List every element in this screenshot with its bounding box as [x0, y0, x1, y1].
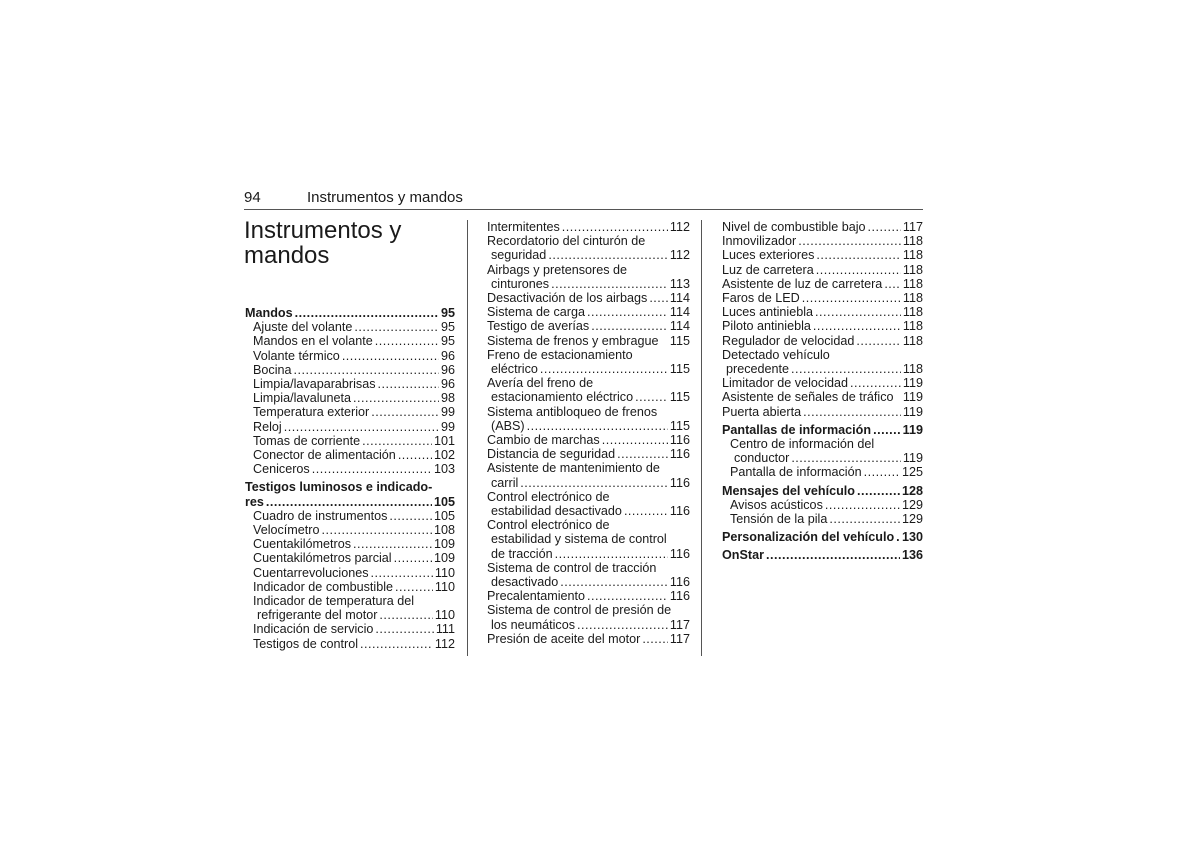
toc-entry[interactable]	[487, 348, 690, 376]
section-title-line: mandos	[244, 242, 330, 269]
toc-label: eléctrico	[491, 362, 538, 377]
toc-entry[interactable]	[722, 390, 923, 404]
toc-entry[interactable]	[253, 420, 455, 434]
toc-entry[interactable]	[487, 291, 690, 305]
toc-page: 119	[902, 451, 923, 466]
toc-page: 116	[669, 546, 690, 561]
toc-label: Reloj	[253, 419, 282, 434]
leader-dots	[798, 234, 901, 248]
toc-entry[interactable]	[487, 263, 690, 291]
toc-entry[interactable]	[487, 589, 690, 603]
toc-label: Piloto antiniebla	[722, 319, 811, 334]
toc-heading-mandos[interactable]	[245, 306, 455, 320]
leader-dots	[635, 390, 668, 404]
toc-label: Control electrónico de	[487, 518, 610, 533]
toc-label: Regulador de velocidad	[722, 333, 855, 348]
toc-page: 119	[902, 404, 923, 419]
leader-dots	[378, 377, 439, 391]
toc-page: 96	[440, 362, 455, 377]
toc-label: Volante térmico	[253, 348, 340, 363]
toc-label: OnStar	[722, 548, 764, 563]
toc-entry[interactable]	[487, 220, 690, 234]
leader-dots	[816, 263, 901, 277]
toc-entry[interactable]	[487, 447, 690, 461]
leader-dots	[312, 462, 432, 476]
toc-entry[interactable]	[253, 405, 455, 419]
column-divider-1	[467, 220, 468, 656]
page-number: 94	[244, 189, 261, 206]
toc-entry[interactable]	[253, 566, 455, 580]
toc-label: carril	[491, 475, 519, 490]
leader-dots	[389, 509, 432, 523]
toc-entry[interactable]	[722, 291, 923, 305]
toc-label: Precalentamiento	[487, 589, 586, 604]
leader-dots	[642, 632, 668, 646]
toc-page: 118	[902, 362, 923, 377]
toc-label: Testigos de control	[253, 636, 359, 651]
toc-label: Sistema de carga	[487, 305, 586, 320]
toc-page: 115	[669, 333, 690, 348]
toc-label: Testigos luminosos e indicado-	[245, 480, 433, 495]
leader-dots	[379, 608, 433, 622]
leader-dots	[791, 451, 901, 465]
toc-entry[interactable]	[253, 637, 455, 651]
toc-label: Sistema de control de tracción	[487, 560, 657, 575]
toc-page: 116	[669, 475, 690, 490]
toc-page: 125	[901, 465, 923, 480]
toc-label: Faros de LED	[722, 291, 800, 306]
toc-entry[interactable]	[722, 305, 923, 319]
leader-dots	[353, 391, 439, 405]
toc-page: 129	[901, 512, 923, 527]
toc-entry[interactable]	[722, 234, 923, 248]
toc-label: Indicación de servicio	[253, 622, 374, 637]
leader-dots	[284, 420, 439, 434]
toc-entry[interactable]	[487, 461, 690, 489]
leader-dots	[815, 305, 901, 319]
toc-label: Pantalla de información	[730, 465, 862, 480]
leader-dots	[649, 291, 668, 305]
leader-dots	[353, 537, 432, 551]
toc-entry[interactable]	[253, 320, 455, 334]
leader-dots	[816, 248, 901, 262]
toc-label: Cuadro de instrumentos	[253, 508, 388, 523]
toc-label: desactivado	[491, 575, 559, 590]
toc-label: Tensión de la pila	[730, 512, 828, 527]
toc-label: refrigerante del motor	[257, 608, 378, 623]
leader-dots	[360, 637, 433, 651]
toc-page: 114	[669, 319, 690, 334]
toc-page: 116	[669, 504, 690, 519]
toc-page: 112	[669, 220, 690, 234]
toc-entry[interactable]	[253, 391, 455, 405]
leader-dots	[884, 277, 901, 291]
toc-label: Puerta abierta	[722, 404, 802, 419]
toc-page: 101	[433, 433, 455, 448]
toc-label: conductor	[734, 451, 790, 466]
toc-label: Tomas de corriente	[253, 433, 361, 448]
column-divider-2	[701, 220, 702, 656]
toc-label: Testigo de averías	[487, 319, 590, 334]
leader-dots	[375, 622, 433, 636]
leader-dots	[766, 548, 900, 562]
toc-heading-testigos[interactable]	[245, 480, 455, 508]
leader-dots	[825, 498, 900, 512]
toc-label: Asistente de señales de tráfico	[722, 390, 894, 405]
leader-dots	[322, 523, 432, 537]
leader-dots	[873, 423, 901, 437]
leader-dots	[371, 566, 433, 580]
section-title-line: Instrumentos y	[244, 217, 402, 244]
toc-label: Mensajes del vehículo	[722, 483, 855, 498]
toc-label: Cuentakilómetros	[253, 537, 351, 552]
toc-label: Inmovilizador	[722, 234, 797, 249]
toc-label: Velocímetro	[253, 523, 320, 538]
leader-dots	[548, 248, 668, 262]
toc-label: estabilidad desactivado	[491, 504, 622, 519]
toc-label: Personalización del vehículo	[722, 530, 895, 545]
toc-entry[interactable]	[487, 234, 690, 262]
leader-dots	[813, 319, 901, 333]
toc-entry[interactable]	[253, 594, 455, 622]
toc-page: 102	[433, 448, 455, 463]
toc-heading-personalizacion[interactable]	[722, 530, 923, 544]
toc-label: Avería del freno de	[487, 376, 594, 391]
toc-page: 117	[669, 617, 690, 632]
leader-dots	[354, 320, 439, 334]
toc-entry[interactable]	[722, 405, 923, 419]
toc-page: 118	[902, 276, 923, 291]
toc-label: Detectado vehículo	[722, 347, 830, 362]
leader-dots	[791, 362, 901, 376]
toc-entry[interactable]	[253, 377, 455, 391]
toc-page: 128	[901, 483, 923, 498]
toc-label: Limpia/lavaluneta	[253, 391, 352, 406]
toc-entry[interactable]	[487, 490, 690, 518]
toc-page: 110	[434, 608, 455, 623]
leader-dots	[803, 405, 901, 419]
toc-entry[interactable]	[253, 448, 455, 462]
toc-label: Cuentakilómetros parcial	[253, 551, 392, 566]
toc-entry[interactable]	[253, 462, 455, 476]
leader-dots	[577, 618, 668, 632]
toc-entry[interactable]	[730, 465, 923, 479]
toc-page: 108	[433, 523, 455, 538]
toc-entry[interactable]	[253, 434, 455, 448]
leader-dots	[295, 306, 439, 320]
leader-dots	[342, 349, 439, 363]
leader-dots	[864, 465, 900, 479]
toc-page: 116	[669, 589, 690, 604]
toc-label: Ajuste del volante	[253, 320, 353, 335]
toc-label: Conector de alimentación	[253, 448, 396, 463]
leader-dots	[602, 433, 668, 447]
toc-label: Ceniceros	[253, 462, 310, 477]
toc-page: 109	[433, 537, 455, 552]
leader-dots	[587, 305, 668, 319]
toc-label: de tracción	[491, 546, 553, 561]
toc-heading-pantallas[interactable]	[722, 423, 923, 437]
toc-label: Limitador de velocidad	[722, 376, 849, 391]
toc-page: 114	[669, 291, 690, 306]
toc-page: 115	[669, 418, 690, 433]
toc-page: 98	[440, 391, 455, 406]
toc-page: 116	[669, 575, 690, 590]
toc-entry[interactable]	[722, 263, 923, 277]
toc-label: Mandos	[245, 306, 293, 320]
toc-label: Centro de información del	[730, 437, 875, 452]
toc-page: 119	[902, 376, 923, 391]
toc-page: 114	[669, 305, 690, 320]
toc-entry[interactable]	[487, 433, 690, 447]
leader-dots	[624, 504, 668, 518]
toc-page: 119	[902, 422, 923, 437]
leader-dots	[394, 551, 432, 565]
leader-dots	[896, 530, 900, 544]
toc-label: Cambio de marchas	[487, 433, 600, 448]
toc-label: estacionamiento eléctrico	[491, 390, 634, 405]
toc-heading-onstar[interactable]	[722, 548, 923, 562]
toc-page: 110	[434, 579, 455, 594]
toc-label: Sistema de control de presión de	[487, 603, 672, 618]
toc-label: Control electrónico de	[487, 489, 610, 504]
toc-page: 105	[433, 508, 455, 523]
toc-column-2	[487, 220, 690, 646]
leader-dots	[617, 447, 668, 461]
toc-page: 118	[902, 319, 923, 334]
toc-label: Freno de estacionamiento	[487, 347, 633, 362]
toc-label: (ABS)	[491, 418, 525, 433]
toc-label: Asistente de luz de carretera	[722, 276, 883, 291]
leader-dots	[856, 334, 901, 348]
toc-label: Recordatorio del cinturón de	[487, 234, 646, 249]
leader-dots	[375, 334, 439, 348]
toc-entry[interactable]	[253, 349, 455, 363]
toc-label: res	[245, 494, 264, 509]
toc-entry[interactable]	[730, 437, 923, 465]
leader-dots	[540, 362, 668, 376]
toc-label: Cuentarrevoluciones	[253, 565, 369, 580]
toc-page: 95	[440, 320, 455, 335]
toc-entry[interactable]	[253, 622, 455, 636]
toc-entry[interactable]	[722, 248, 923, 262]
toc-page: 96	[440, 348, 455, 363]
toc-label: Intermitentes	[487, 220, 560, 234]
toc-entry[interactable]	[487, 405, 690, 433]
toc-page: 116	[669, 447, 690, 462]
toc-entry[interactable]	[722, 220, 923, 234]
toc-entry[interactable]	[253, 509, 455, 523]
toc-page: 130	[901, 530, 923, 545]
toc-entry[interactable]	[253, 537, 455, 551]
leader-dots	[362, 434, 432, 448]
leader-dots	[294, 363, 439, 377]
toc-label: Limpia/lavaparabrisas	[253, 377, 376, 392]
toc-entry[interactable]	[730, 498, 923, 512]
toc-label: Asistente de mantenimiento de	[487, 461, 660, 476]
toc-page: 99	[440, 419, 455, 434]
toc-label: Pantallas de información	[722, 422, 872, 437]
leader-dots	[829, 512, 900, 526]
toc-label: estabilidad y sistema de control	[491, 532, 667, 547]
toc-page: 118	[902, 333, 923, 348]
toc-entry[interactable]	[487, 561, 690, 589]
toc-label: Luz de carretera	[722, 262, 814, 277]
toc-entry[interactable]	[253, 551, 455, 565]
toc-page: 115	[669, 390, 690, 405]
toc-column-1	[245, 306, 455, 651]
toc-page: 129	[901, 497, 923, 512]
leader-dots	[802, 291, 901, 305]
leader-dots	[587, 589, 668, 603]
toc-label: Temperatura exterior	[253, 405, 370, 420]
toc-label: precedente	[726, 362, 790, 377]
toc-label: Distancia de seguridad	[487, 447, 616, 462]
toc-page: 112	[434, 636, 455, 651]
toc-entry[interactable]	[487, 632, 690, 646]
toc-page: 113	[669, 276, 690, 291]
toc-page: 118	[902, 234, 923, 249]
toc-label: Desactivación de los airbags	[487, 291, 648, 306]
toc-label: Indicador de temperatura del	[253, 594, 415, 609]
toc-entry[interactable]	[487, 376, 690, 404]
toc-label: Presión de aceite del motor	[487, 631, 641, 646]
toc-entry[interactable]	[730, 512, 923, 526]
toc-page: 110	[434, 565, 455, 580]
leader-dots	[562, 220, 668, 234]
toc-entry[interactable]	[722, 277, 923, 291]
running-title: Instrumentos y mandos	[307, 189, 463, 206]
leader-dots	[266, 495, 432, 509]
leader-dots	[850, 376, 901, 390]
toc-page: 115	[669, 362, 690, 377]
toc-page: 119	[902, 390, 923, 405]
toc-page: 118	[902, 291, 923, 306]
leader-dots	[527, 419, 668, 433]
toc-entry[interactable]	[722, 348, 923, 376]
toc-entry[interactable]	[487, 319, 690, 333]
toc-page: 103	[433, 462, 455, 477]
toc-page: 116	[669, 433, 690, 448]
toc-page: 118	[902, 262, 923, 277]
toc-entry[interactable]	[722, 376, 923, 390]
toc-entry[interactable]	[487, 518, 690, 561]
toc-entry[interactable]	[253, 334, 455, 348]
leader-dots	[555, 547, 668, 561]
toc-heading-mensajes[interactable]	[722, 484, 923, 498]
toc-page: 118	[902, 305, 923, 320]
toc-entry[interactable]	[722, 319, 923, 333]
toc-page: 95	[440, 306, 455, 320]
leader-dots	[551, 277, 668, 291]
toc-entry[interactable]	[253, 580, 455, 594]
toc-label: Nivel de combustible bajo	[722, 220, 866, 234]
toc-entry[interactable]	[722, 334, 923, 348]
toc-page: 117	[669, 631, 690, 646]
toc-page: 99	[440, 405, 455, 420]
toc-column-3	[722, 220, 923, 563]
toc-page: 95	[440, 334, 455, 349]
toc-label: Indicador de combustible	[253, 579, 394, 594]
leader-dots	[398, 448, 432, 462]
toc-page: 117	[902, 220, 923, 234]
page-header	[244, 189, 923, 210]
leader-dots	[395, 580, 433, 594]
toc-entry[interactable]	[487, 305, 690, 319]
toc-page: 111	[435, 622, 455, 637]
leader-dots	[591, 319, 668, 333]
toc-page: 118	[902, 248, 923, 263]
leader-dots	[560, 575, 668, 589]
toc-entry[interactable]	[487, 334, 690, 348]
leader-dots	[857, 484, 900, 498]
toc-page: 109	[433, 551, 455, 566]
toc-label: cinturones	[491, 276, 550, 291]
toc-page: 96	[440, 377, 455, 392]
toc-entry[interactable]	[487, 603, 690, 631]
toc-label: Sistema antibloqueo de frenos	[487, 404, 658, 419]
toc-label: Luces antiniebla	[722, 305, 814, 320]
toc-label: Bocina	[253, 362, 292, 377]
toc-label: Luces exteriores	[722, 248, 815, 263]
toc-page: 112	[669, 248, 690, 263]
toc-label: los neumáticos	[491, 617, 575, 632]
leader-dots	[520, 476, 668, 490]
toc-label: Airbags y pretensores de	[487, 262, 628, 277]
toc-page: 105	[433, 494, 455, 509]
toc-label: Avisos acústicos	[730, 497, 823, 512]
toc-label: Mandos en el volante	[253, 334, 373, 349]
toc-label: seguridad	[491, 248, 547, 263]
toc-label: Sistema de frenos y embrague	[487, 333, 659, 348]
leader-dots	[371, 405, 439, 419]
toc-entry[interactable]	[253, 523, 455, 537]
toc-page: 136	[901, 548, 923, 563]
leader-dots	[868, 220, 901, 234]
toc-entry[interactable]	[253, 363, 455, 377]
section-title	[244, 218, 454, 268]
